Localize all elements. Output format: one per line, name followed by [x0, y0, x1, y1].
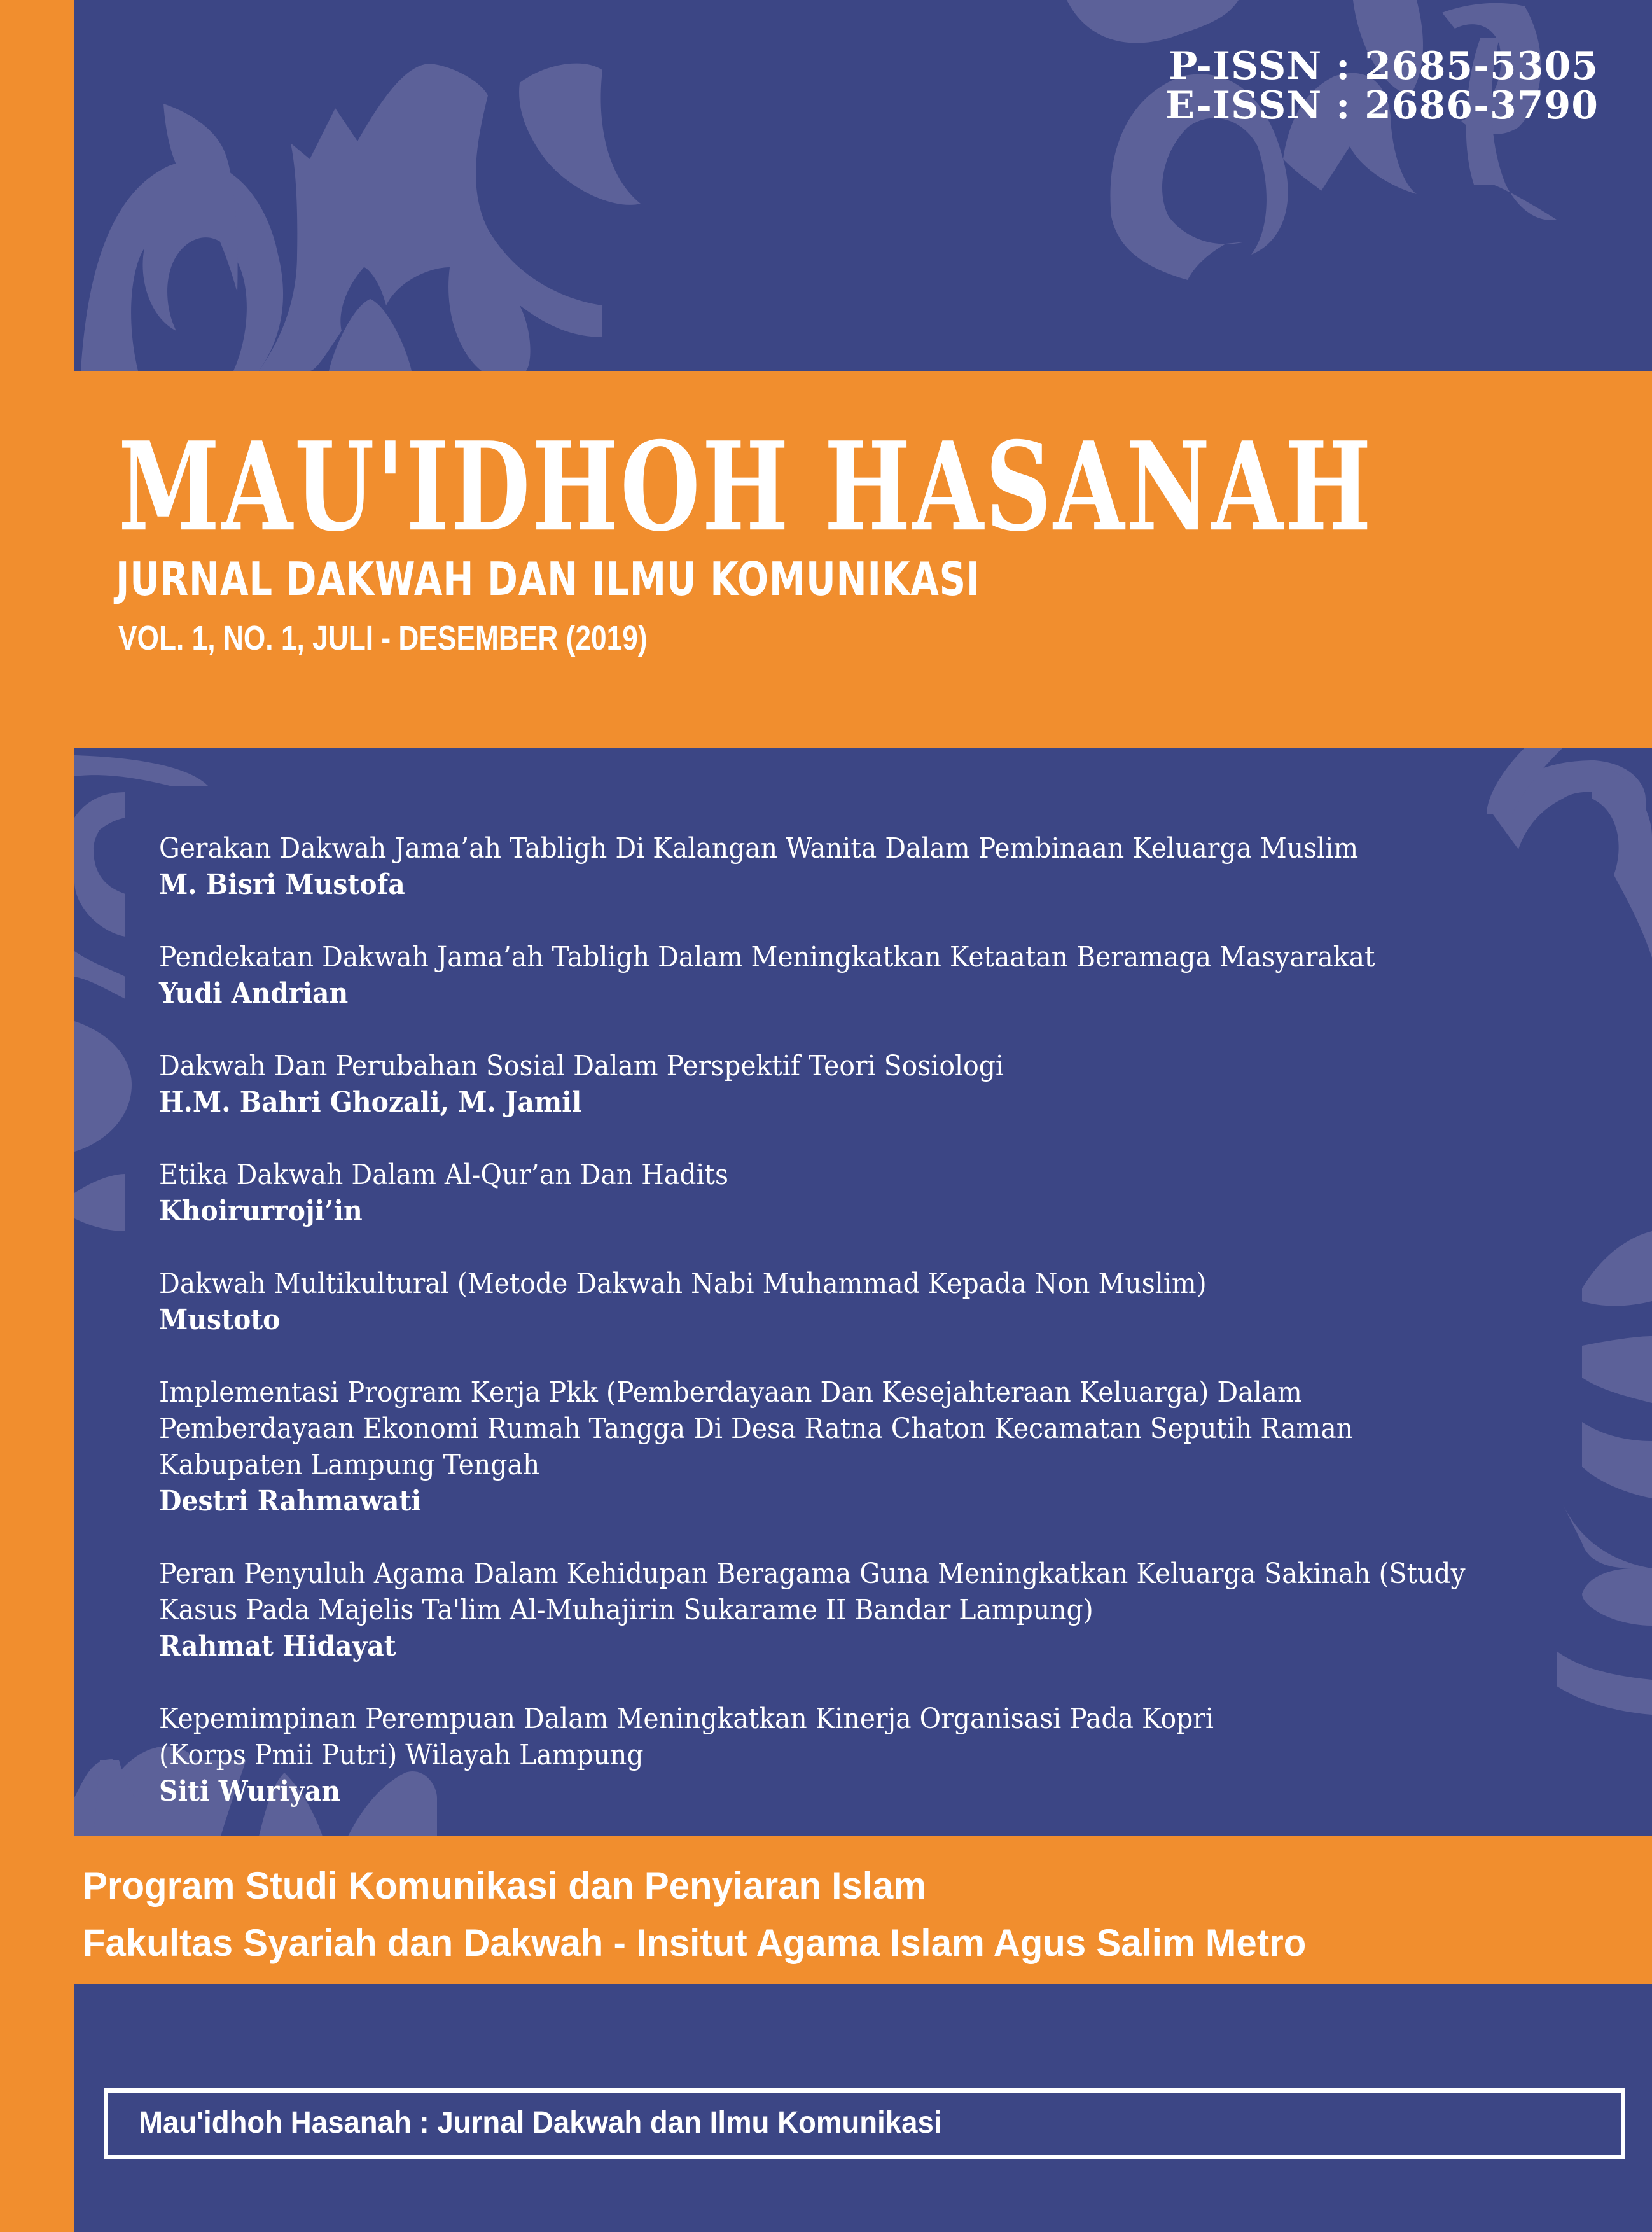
article-author: Khoirurroji’in: [159, 1195, 363, 1227]
article-title-line-1: Implementasi Program Kerja Pkk (Pemberdayaan Dan Kesejahteraan Keluarga) Dalam: [159, 1376, 1302, 1409]
article-title: Pendekatan Dakwah Jama’ah Tabligh Dalam Meningkatkan Ketaatan Beramaga Masyarakat: [159, 941, 1375, 973]
electronic-issn: E-ISSN : 2686-3790: [1165, 83, 1599, 128]
faculty-institution: Fakultas Syariah dan Dakwah - Insitut Agama Islam Agus Salim Metro: [83, 1922, 1307, 1964]
article-author: Siti Wuriyan: [159, 1775, 340, 1808]
journal-subtitle: JURNAL DAKWAH DAN ILMU KOMUNIKASI: [116, 552, 981, 606]
article-title-line-2: Pemberdayaan Ekonomi Rumah Tangga Di Desa Ratna Chaton Kecamatan Seputih Raman: [159, 1412, 1354, 1445]
article-title: Dakwah Multikultural (Metode Dakwah Nabi Muhammad Kepada Non Muslim): [159, 1267, 1207, 1300]
article-item[interactable]: [159, 939, 1597, 1012]
article-item[interactable]: [159, 1157, 1597, 1229]
article-author: M. Bisri Mustofa: [159, 868, 405, 901]
article-author: Destri Rahmawati: [159, 1485, 422, 1517]
article-title-line-2: (Korps Pmii Putri) Wilayah Lampung: [159, 1739, 644, 1771]
journal-full-name: Mau'idhoh Hasanah : Jurnal Dakwah dan Ilmu Komunikasi: [139, 2106, 942, 2140]
article-title: Etika Dakwah Dalam Al-Qur’an Dan Hadits: [159, 1159, 728, 1191]
article-item[interactable]: [159, 1266, 1597, 1338]
contents-panel: [74, 748, 1652, 1836]
article-item[interactable]: [159, 1048, 1597, 1120]
article-list: [159, 830, 1597, 1836]
article-title: Gerakan Dakwah Jama’ah Tabligh Di Kalangan Wanita Dalam Pembinaan Keluarga Muslim: [159, 832, 1359, 865]
top-ornament-panel: [74, 0, 1652, 371]
article-author: Yudi Andrian: [159, 977, 349, 1010]
volume-issue-info: VOL. 1, NO. 1, JULI - DESEMBER (2019): [118, 619, 648, 657]
article-title-line-1: Kepemimpinan Perempuan Dalam Meningkatkan Kinerja Organisasi Pada Kopri: [159, 1703, 1214, 1735]
article-title-line-3: Kabupaten Lampung Tengah: [159, 1449, 540, 1481]
article-item[interactable]: [159, 830, 1597, 903]
article-author: H.M. Bahri Ghozali, M. Jamil: [159, 1086, 582, 1119]
article-item[interactable]: [159, 1374, 1597, 1519]
article-title: Dakwah Dan Perubahan Sosial Dalam Perspektif Teori Sosiologi: [159, 1050, 1004, 1082]
journal-title: MAU'IDHOH HASANAH: [118, 415, 1373, 559]
article-item[interactable]: [159, 1556, 1597, 1664]
study-program: Program Studi Komunikasi dan Penyiaran Islam: [83, 1864, 927, 1907]
print-issn: P-ISSN : 2685-5305: [1169, 44, 1599, 88]
article-title-line-1: Peran Penyuluh Agama Dalam Kehidupan Beragama Guna Meningkatkan Keluarga Sakinah (Study: [159, 1558, 1466, 1590]
article-title-line-2: Kasus Pada Majelis Ta'lim Al-Muhajirin Sukarame II Bandar Lampung): [159, 1594, 1093, 1626]
article-item[interactable]: [159, 1701, 1597, 1810]
article-author: Mustoto: [159, 1304, 281, 1336]
article-author: Rahmat Hidayat: [159, 1630, 396, 1663]
journal-name-box: [104, 2088, 1625, 2159]
